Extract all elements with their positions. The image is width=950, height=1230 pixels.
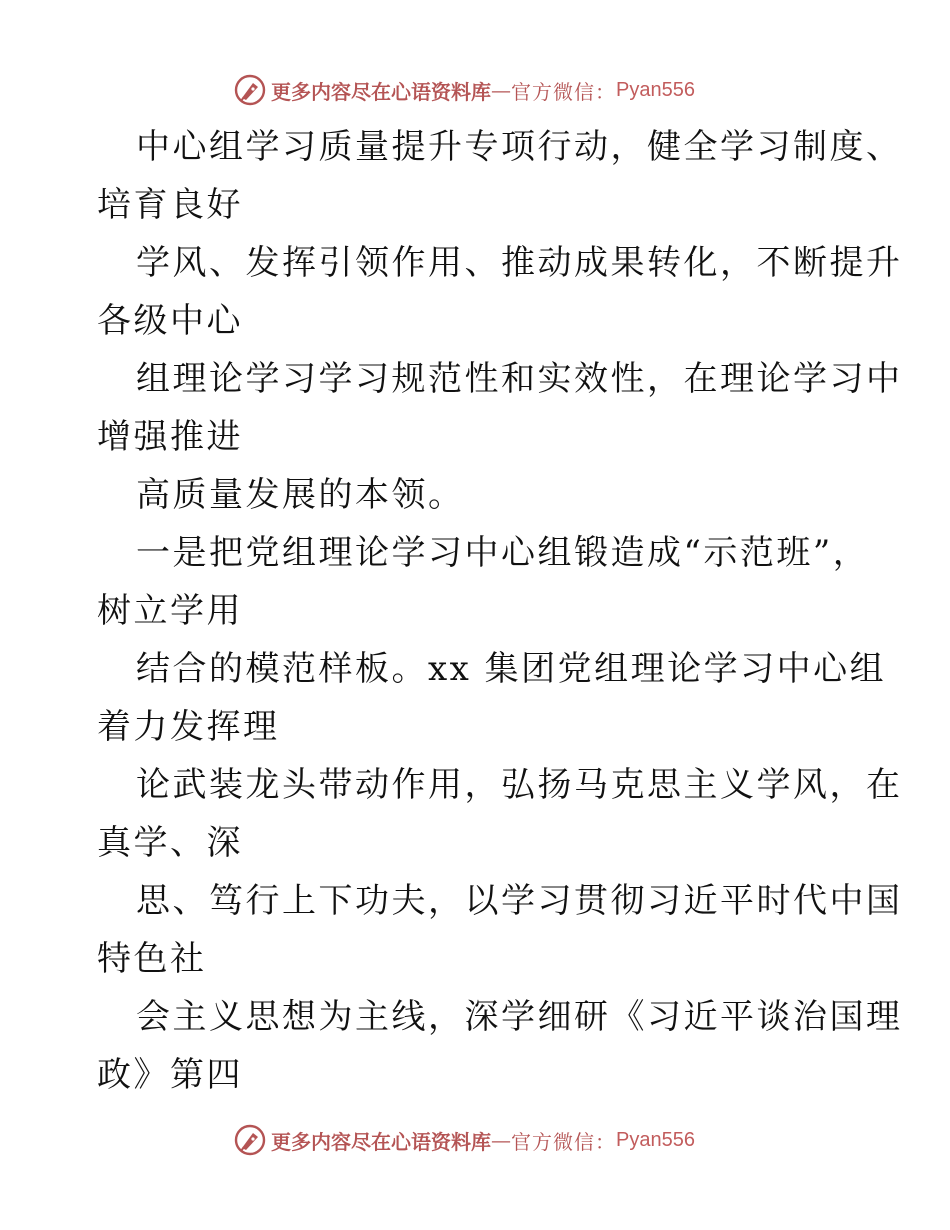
header-banner [233, 72, 695, 108]
banner-separator: — [491, 78, 511, 102]
text-line: 培育良好 [97, 185, 243, 225]
text-line: 特色社 [97, 939, 207, 979]
text-line: 树立学用 [97, 591, 243, 631]
text-line: 一是把党组理论学习中心组锻造成“示范班”， [136, 533, 870, 573]
text-line: 政》第四 [97, 1055, 243, 1095]
banner-account: Pyan556 [616, 1128, 695, 1151]
text-line: 结合的模范样板。xx 集团党组理论学习中心组 [136, 649, 887, 689]
banner-wechat-label: 官方微信： [511, 79, 616, 104]
footer-banner [233, 1122, 695, 1158]
banner-account: Pyan556 [616, 78, 695, 101]
pen-nib-logo-icon [233, 73, 267, 107]
banner-wechat-label: 官方微信： [511, 1129, 616, 1154]
text-line: 中心组学习质量提升专项行动，健全学习制度、 [136, 127, 903, 167]
text-line: 论武装龙头带动作用，弘扬马克思主义学风，在 [136, 765, 903, 805]
text-line: 会主义思想为主线，深学细研《习近平谈治国理 [136, 997, 903, 1037]
banner-separator: — [491, 1128, 511, 1152]
banner-brand-text: 更多内容尽在心语资料库 [271, 79, 491, 104]
text-line: 各级中心 [97, 301, 243, 341]
text-line: 增强推进 [97, 417, 243, 457]
banner-brand-text: 更多内容尽在心语资料库 [271, 1129, 491, 1154]
pen-nib-logo-icon [233, 1123, 267, 1157]
text-line: 高质量发展的本领。 [136, 475, 465, 515]
text-line: 着力发挥理 [97, 707, 280, 747]
text-line: 学风、发挥引领作用、推动成果转化，不断提升 [136, 243, 903, 283]
text-line: 真学、深 [97, 823, 243, 863]
text-line: 组理论学习学习规范性和实效性，在理论学习中 [136, 359, 903, 399]
text-line: 思、笃行上下功夫，以学习贯彻习近平时代中国 [136, 881, 903, 921]
